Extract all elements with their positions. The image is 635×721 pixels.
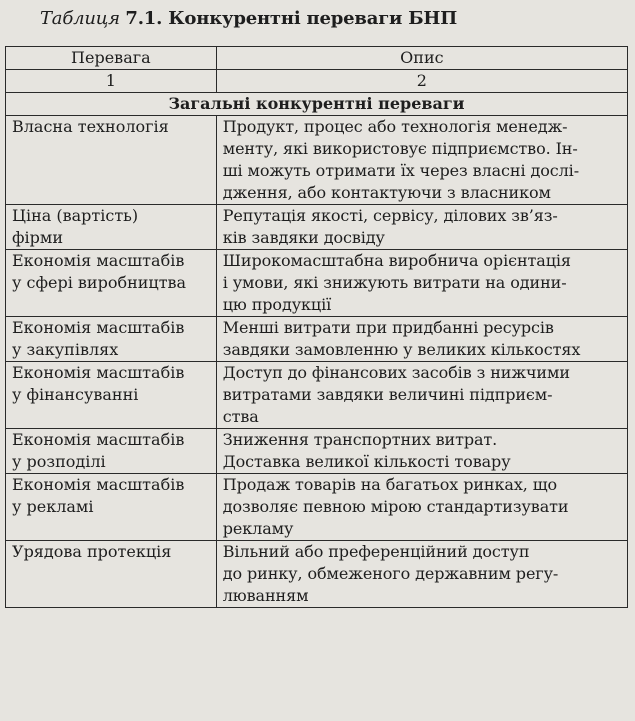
table-caption: [40, 7, 457, 31]
description-line: Репутація якості, сервісу, ділових зв’яз-: [222, 206, 558, 225]
advantage-line: Економія масштабів: [12, 318, 185, 337]
description-line: і умови, які знижують витрати на одини-: [222, 273, 567, 292]
description-line: Доступ до фінансових засобів з нижчими: [222, 363, 570, 382]
description-line: дозволяє певною мірою стандартизувати: [222, 497, 569, 516]
advantage-line: у рекламі: [12, 497, 94, 516]
description-line: Зниження транспортних витрат.: [222, 430, 498, 449]
description-cell: [216, 541, 627, 608]
description-cell: [216, 317, 627, 362]
table-row: [6, 205, 628, 250]
table-row: [6, 250, 628, 317]
advantage-line: Економія масштабів: [12, 430, 185, 449]
advantage-line: у закупівлях: [12, 340, 119, 359]
table-row: [6, 541, 628, 608]
description-line: Доставка великої кількості товару: [222, 452, 511, 471]
advantage-cell: [6, 541, 217, 608]
index-cell-2: 2: [216, 70, 627, 93]
header-description: Опис: [216, 47, 627, 70]
description-line: завдяки замовленню у великих кількостях: [222, 340, 581, 359]
advantage-line: Власна технологія: [12, 117, 169, 136]
description-line: витратами завдяки величині підприєм-: [222, 385, 553, 404]
table-row: [6, 362, 628, 429]
advantage-line: у розподілі: [12, 452, 106, 471]
description-line: Вільний або преференційний доступ: [222, 542, 530, 561]
table-row: [6, 116, 628, 205]
description-line: Менші витрати при придбанні ресурсів: [222, 318, 554, 337]
description-cell: [216, 362, 627, 429]
description-line: до ринку, обмеженого державним регу-: [222, 564, 559, 583]
advantage-line: Економія масштабів: [12, 363, 185, 382]
table-row: [6, 474, 628, 541]
description-cell: [216, 429, 627, 474]
description-line: Широкомасштабна виробнича орієнтація: [222, 251, 571, 270]
caption-prefix: Таблиця: [40, 8, 120, 29]
description-line: дження, або контактуючи з власником: [222, 183, 551, 202]
index-cell-1: 1: [6, 70, 217, 93]
header-row: [6, 47, 628, 70]
description-line: менту, які використовує підприємство. Ін-: [222, 139, 578, 158]
table-row: [6, 317, 628, 362]
section-row: [6, 93, 628, 116]
advantage-line: у фінансуванні: [12, 385, 139, 404]
advantage-line: Ціна (вартість): [12, 206, 139, 225]
advantage-cell: [6, 362, 217, 429]
advantage-line: Економія масштабів: [12, 475, 185, 494]
description-line: рекламу: [222, 519, 294, 538]
advantage-line: Урядова протекція: [12, 542, 172, 561]
advantage-cell: [6, 474, 217, 541]
table-row: [6, 429, 628, 474]
description-line: ства: [222, 407, 259, 426]
advantage-cell: [6, 116, 217, 205]
description-line: цю продукції: [222, 295, 332, 314]
index-row: [6, 70, 628, 93]
description-cell: [216, 474, 627, 541]
advantage-cell: [6, 205, 217, 250]
description-line: Продаж товарів на багатьох ринках, що: [222, 475, 558, 494]
advantage-cell: [6, 250, 217, 317]
advantage-line: Економія масштабів: [12, 251, 185, 270]
advantage-cell: [6, 317, 217, 362]
description-line: Продукт, процес або технологія менедж-: [222, 117, 568, 136]
header-advantage: Перевага: [6, 47, 217, 70]
section-title: Загальні конкурентні переваги: [6, 93, 628, 116]
caption-text: 7.1. Конкурентні переваги БНП: [125, 8, 458, 29]
description-cell: [216, 116, 627, 205]
description-line: люванням: [222, 586, 309, 605]
description-line: ші можуть отримати їх через власні дослі-: [222, 161, 580, 180]
description-line: ків завдяки досвіду: [222, 228, 385, 247]
description-cell: [216, 250, 627, 317]
advantage-line: у сфері виробництва: [12, 273, 187, 292]
advantage-cell: [6, 429, 217, 474]
description-cell: [216, 205, 627, 250]
competitive-advantages-table: [5, 46, 628, 608]
advantage-line: фірми: [12, 228, 63, 247]
